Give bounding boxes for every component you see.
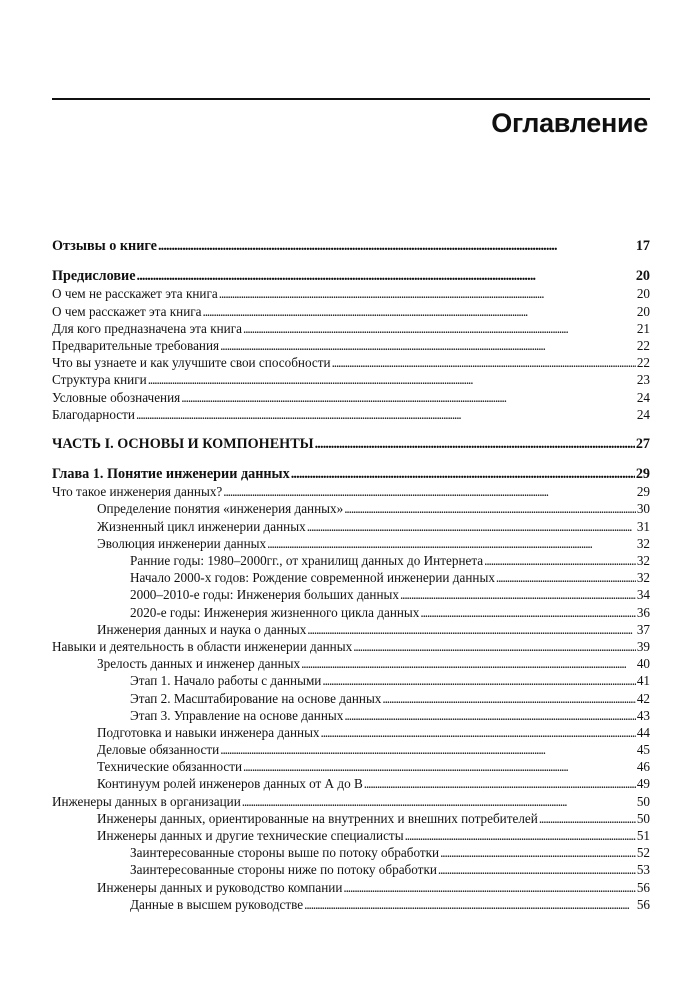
toc-entry-title: Этап 3. Управление на основе данных [130,707,344,723]
toc-entry-page-number: 21 [636,320,650,336]
toc-entry[interactable] [52,758,650,775]
toc-entry-title: Что такое инженерия данных? [52,484,223,500]
dot-leader [484,552,636,569]
dot-leader [364,775,636,792]
toc-entry[interactable] [52,354,650,371]
toc-entry-page-number: 29 [635,466,650,483]
dot-leader [304,896,636,913]
dot-leader [301,655,636,672]
toc-entry-page-number: 43 [636,707,650,723]
toc-entry-title: Инженеры данных и руководство компании [97,879,343,895]
toc-entry-page-number: 29 [636,484,650,500]
toc-entry-page-number: 32 [636,535,650,551]
toc-entry-title: Отзывы о книге [52,238,157,254]
toc-entry-title: 2020-е годы: Инженерия жизненного цикла данных [130,604,420,620]
toc-entry-title: Технические обязанности [97,759,243,775]
toc-entry[interactable] [52,483,650,500]
toc-entry[interactable] [52,320,650,337]
toc-entry[interactable] [52,672,650,689]
toc-entry[interactable] [52,690,650,707]
header-rule [52,98,650,100]
table-of-contents [52,238,650,913]
dot-leader [405,827,636,844]
toc-entry-page-number: 24 [636,406,650,422]
toc-entry-page-number: 41 [636,673,650,689]
toc-entry-page-number: 40 [636,656,650,672]
dot-leader [344,500,636,517]
dot-leader [137,268,635,285]
dot-leader [158,238,635,255]
toc-entry-page-number: 20 [636,303,650,319]
dot-leader [420,604,635,621]
toc-entry-title: Что вы узнаете и как улучшите свои способности [52,355,331,371]
toc-entry[interactable] [52,518,650,535]
toc-entry[interactable] [52,535,650,552]
toc-entry-title: Инженеры данных и другие технические специалисты [97,828,404,843]
dot-leader [267,535,636,552]
toc-entry[interactable] [52,337,650,354]
toc-entry-title: Жизненный цикл инженерии данных [97,518,306,534]
toc-entry[interactable] [52,238,650,255]
toc-entry-page-number: 44 [636,724,650,740]
toc-entry[interactable] [52,810,650,827]
toc-entry-title: Инженерия данных и наука о данных [97,621,307,637]
toc-entry-title: ЧАСТЬ I. ОСНОВЫ И КОМПОНЕНТЫ [52,435,314,452]
toc-entry[interactable] [52,827,650,844]
dot-leader [307,518,636,535]
toc-entry-title: Заинтересованные стороны ниже по потоку обработки [130,862,437,878]
dot-leader [242,793,636,810]
toc-entry-title: Определение понятия «инженерия данных» [97,501,344,517]
toc-entry[interactable] [52,879,650,896]
toc-entry-title: О чем расскажет эта книга [52,303,202,319]
toc-entry[interactable] [52,724,650,741]
dot-leader [219,285,636,302]
toc-entry-page-number: 31 [636,518,650,534]
toc-entry-page-number: 17 [635,238,650,254]
toc-entry-title: Инженеры данных, ориентированные на внутренних и внешних потребителей [97,810,538,826]
toc-entry[interactable] [52,552,650,569]
dot-leader [243,320,636,337]
toc-entry-title: О чем не расскажет эта книга [52,286,218,302]
dot-leader [321,724,636,741]
dot-leader [344,707,635,724]
toc-entry[interactable] [52,569,650,586]
toc-entry-title: Предисловие [52,268,136,285]
toc-entry-page-number: 56 [636,896,650,912]
toc-entry-page-number: 50 [636,810,650,826]
toc-entry-title: Эволюция инженерии данных [97,535,267,551]
toc-entry-page-number: 36 [636,604,650,620]
toc-entry[interactable] [52,500,650,517]
toc-entry-page-number: 42 [636,690,650,706]
toc-entry[interactable] [52,741,650,758]
toc-entry[interactable] [52,268,650,285]
toc-entry-title: Условные обозначения [52,389,181,405]
dot-leader [223,483,636,500]
toc-entry[interactable] [52,466,650,483]
toc-entry-title: Структура книги [52,372,147,388]
toc-entry-title: 2000–2010-е годы: Инженерия больших данных [130,587,399,603]
toc-entry-page-number: 45 [636,742,650,758]
dot-leader [400,586,636,603]
toc-entry-title: Зрелость данных и инженер данных [97,656,301,672]
toc-entry-title: Начало 2000-х годов: Рождение современной инженерии данных [130,570,495,586]
toc-entry[interactable] [52,844,650,861]
toc-entry-title: Благодарности [52,406,135,422]
dot-leader [438,861,636,878]
toc-entry-page-number: 22 [636,337,650,353]
toc-entry-title: Деловые обязанности [97,742,220,758]
dot-leader [332,354,636,371]
toc-entry-page-number: 39 [636,638,650,654]
toc-entry-page-number: 22 [636,355,650,371]
toc-entry-title: Инженеры данных в организации [52,793,241,809]
toc-entry[interactable] [52,793,650,810]
toc-entry[interactable] [52,303,650,320]
toc-entry[interactable] [52,285,650,302]
toc-entry[interactable] [52,406,650,423]
toc-entry[interactable] [52,638,650,655]
dot-leader [307,621,636,638]
dot-leader [220,741,636,758]
dot-leader [440,844,636,861]
dot-leader [243,758,636,775]
toc-entry-page-number: 24 [636,389,650,405]
toc-entry[interactable] [52,655,650,672]
dot-leader [496,569,636,586]
toc-entry[interactable] [52,621,650,638]
dot-leader [220,337,636,354]
toc-entry-title: Данные в высшем руководстве [130,896,304,912]
dot-leader [343,879,635,896]
toc-entry-page-number: 20 [635,268,650,285]
toc-entry-title: Глава 1. Понятие инженерии данных [52,466,290,483]
toc-entry-page-number: 34 [636,587,650,603]
toc-entry-page-number: 56 [636,879,650,895]
toc-entry-title: Ранние годы: 1980–2000гг., от хранилищ данных до Интернета [130,553,484,568]
dot-leader [148,371,636,388]
toc-entry-page-number: 46 [636,759,650,775]
toc-entry-page-number: 53 [636,862,650,878]
toc-entry-title: Заинтересованные стороны выше по потоку обработки [130,845,440,861]
toc-entry[interactable] [52,586,650,603]
toc-entry[interactable] [52,371,650,388]
toc-entry[interactable] [52,896,650,913]
toc-entry-title: Континуум ролей инженеров данных от А до В [97,776,363,792]
toc-entry[interactable] [52,861,650,878]
toc-entry[interactable] [52,436,650,453]
dot-leader [291,466,635,483]
dot-leader [315,436,635,453]
page-title: Оглавление [491,108,648,138]
toc-entry-title: Навыки и деятельность в области инженерии данных [52,638,353,654]
toc-entry-title: Этап 1. Начало работы с данными [130,673,322,689]
toc-entry-page-number: 23 [636,372,650,388]
toc-entry-page-number: 37 [636,621,650,637]
toc-entry-page-number: 30 [636,501,650,517]
toc-entry-title: Предварительные требования [52,337,220,353]
toc-entry-page-number: 52 [636,845,650,861]
toc-entry-page-number: 50 [636,793,650,809]
dot-leader [203,303,636,320]
dot-leader [181,389,636,406]
toc-entry-page-number: 49 [636,776,650,792]
dot-leader [382,690,635,707]
dot-leader [353,638,636,655]
toc-entry-page-number: 51 [636,828,650,843]
toc-entry-title: Этап 2. Масштабирование на основе данных [130,690,382,706]
toc-entry[interactable] [52,604,650,621]
dot-leader [136,406,636,423]
toc-entry[interactable] [52,707,650,724]
toc-entry-page-number: 20 [636,286,650,302]
toc-entry-page-number: 32 [636,570,650,586]
toc-entry[interactable] [52,775,650,792]
dot-leader [539,810,636,827]
toc-entry[interactable] [52,389,650,406]
toc-entry-title: Для кого предназначена эта книга [52,320,242,336]
toc-entry-page-number: 32 [636,553,650,568]
toc-entry-page-number: 27 [635,435,650,452]
toc-entry-title: Подготовка и навыки инженера данных [97,724,320,740]
dot-leader [322,672,635,689]
